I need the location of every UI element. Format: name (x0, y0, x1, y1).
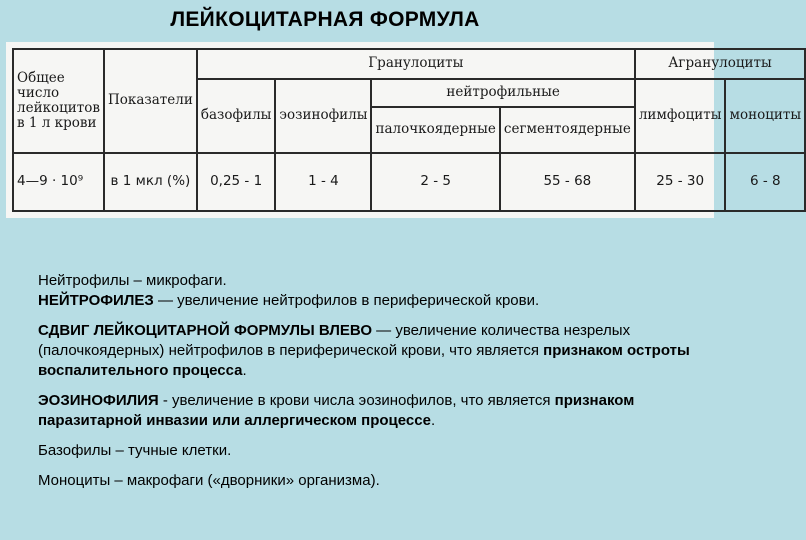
value-basophils: 0,25 - 1 (197, 153, 276, 211)
header-band-neutrophils: палочкоядерные (371, 107, 499, 153)
paragraph-monocytes: Моноциты – макрофаги («дворники» организма). (38, 472, 380, 489)
header-neutrophils: нейтрофильные (371, 79, 634, 107)
header-granulocytes: Гранулоциты (197, 49, 635, 79)
value-total-leukocytes: 4—9 · 10⁹ (13, 153, 104, 211)
header-eosinophils: эозинофилы (275, 79, 371, 153)
value-segmented-neutrophils: 55 - 68 (500, 153, 635, 211)
paragraph-neutrophilia: НЕЙТРОФИЛЕЗ — увеличение нейтрофилов в периферической крови. (38, 292, 540, 309)
header-total-leukocytes: Общее число лейкоцитов в 1 л крови (13, 49, 104, 153)
value-indicator-unit: в 1 мкл (%) (104, 153, 197, 211)
paragraph-neutrophils: Нейтрофилы – микрофаги. (38, 272, 227, 289)
paragraph-eosinophilia: ЭОЗИНОФИЛИЯ - увеличение в крови числа эозинофилов, что является признаком паразитарной инвазии или аллергическом процессе. (38, 392, 635, 429)
header-segmented-neutrophils: сегментоядерные (500, 107, 635, 153)
leukocyte-formula-table (12, 48, 806, 212)
value-eosinophils: 1 - 4 (275, 153, 371, 211)
leukocyte-table-image (6, 42, 802, 218)
paragraph-basophils: Базофилы – тучные клетки. (38, 442, 232, 459)
header-lymphocytes: лимфоциты (635, 79, 726, 153)
page-title: ЛЕЙКОЦИТАРНАЯ ФОРМУЛА (170, 8, 480, 31)
paragraph-left-shift: СДВИГ ЛЕЙКОЦИТАРНОЙ ФОРМУЛЫ ВЛЕВО — увеличение количества незрелых (палочкоядерных) нейтрофилов в периферической крови, что является признаком остроты воспалительного процесса. (38, 322, 690, 379)
header-monocytes: моноциты (725, 79, 805, 153)
header-basophils: базофилы (197, 79, 276, 153)
header-agranulocytes: Агранулоциты (635, 49, 805, 79)
value-lymphocytes: 25 - 30 (635, 153, 726, 211)
header-indicators: Показатели (104, 49, 197, 153)
explanation-text (38, 271, 698, 501)
value-monocytes: 6 - 8 (725, 153, 805, 211)
value-band-neutrophils: 2 - 5 (371, 153, 499, 211)
